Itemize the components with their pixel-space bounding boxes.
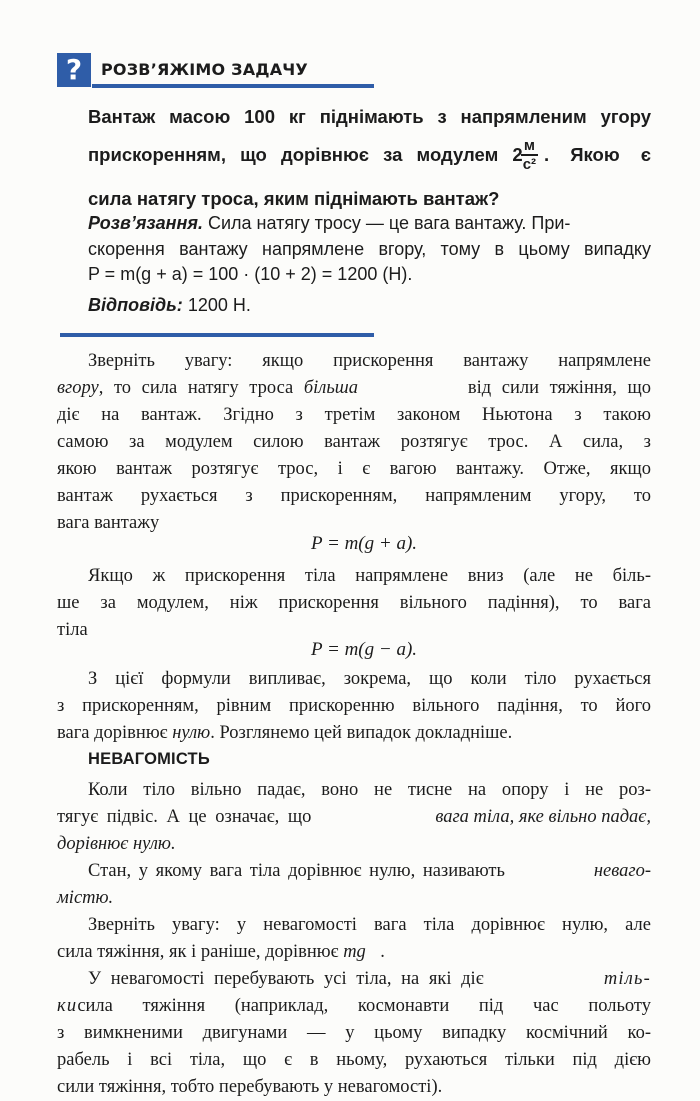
formula-downward: P = m(g − a). — [310, 639, 418, 660]
problem-line-3: сила натягу троса, яким піднімають вантаж? — [88, 188, 500, 209]
emph-vaha-tila: вага тіла, яке вільно падає, — [435, 807, 651, 827]
p5-line-1-a: Стан, у якому вага тіла дорівнює нулю, називають — [88, 861, 505, 881]
solution-label: Розв’язання. — [88, 213, 203, 233]
p1-line-2-b: , то сила натягу троса — [98, 378, 304, 398]
emph-tilky-1: тіль- — [603, 969, 651, 989]
emph-dorivnyuye-nulyu: дорівнює нулю. — [57, 834, 176, 854]
problem-line-1: Вантаж масою 100 кг піднімають з напрямленим угору — [88, 106, 651, 127]
fraction-numerator: м — [521, 137, 538, 156]
p7-line-2-b: сила тяжіння (наприклад, космонавти під час польоту — [77, 996, 651, 1016]
vector-mg: mg⃗ — [343, 942, 381, 962]
formula-upward: P = m(g + a). — [310, 533, 418, 554]
problem-line-2-text: прискоренням, що дорівнює за модулем 2 — [88, 144, 523, 165]
solution-text-1: Сила натягу тросу — це вага вантажу. При- — [202, 213, 571, 233]
p7-line-1-a: У невагомості перебувають усі тіла, на які діє — [88, 969, 484, 989]
emph-nevahomistyu-1: невагo- — [593, 861, 651, 881]
p3-line-1: З цієї формули випливає, зокрема, що коли тіло рухається — [88, 669, 651, 689]
question-badge-icon: ? — [57, 53, 91, 87]
p3-line-3-c: . Розглянемо цей випадок докладніше. — [210, 723, 513, 743]
p7-line-4: рабель і всі тіла, що є в ньому, рухаються тільки під дією — [57, 1050, 651, 1070]
answer-label: Відповідь: — [88, 295, 183, 315]
p1-line-2-d: від сили тяжіння, що — [467, 378, 651, 398]
p6-line-1: Зверніть увагу: у невагомості вага тіла дорівнює нулю, але — [88, 915, 651, 935]
acceleration-fraction — [521, 137, 538, 173]
p4-line-2 — [57, 804, 651, 831]
emph-nevahomistyu-2: містю. — [57, 888, 114, 908]
p4-line-1: Коли тіло вільно падає, воно не тисне на опору і не роз- — [88, 780, 651, 800]
p3-line-3-a: вага дорівнює — [57, 723, 173, 743]
p6-line-2-c: . — [380, 942, 385, 962]
emph-vhoru: вгору — [57, 378, 99, 398]
p1-line-2 — [57, 375, 651, 402]
section-divider — [60, 333, 374, 337]
solution-line-2: скорення вантажу напрямлене вгору, тому в цьому випадку — [88, 239, 651, 259]
solution-line-1 — [88, 211, 651, 236]
p1-line-4: самою за модулем силою вантаж розтягує трос. А сила, з — [57, 432, 651, 452]
problem-line-2-end: . Якою є — [543, 144, 651, 165]
header-underline — [92, 84, 374, 88]
p3-line-3 — [57, 720, 512, 747]
answer-value: 1200 Н. — [182, 295, 251, 315]
p1-line-3: діє на вантаж. Згідно з третім законом Ньютона з такою — [57, 405, 651, 425]
p1-line-7: вага вантажу — [57, 513, 160, 533]
p1-line-5: якою вантаж розтягує трос, і є вагою вантажу. Отже, якщо — [57, 459, 651, 479]
p4-line-3 — [57, 831, 176, 858]
fraction-denominator: с² — [522, 156, 537, 173]
p7-line-1 — [88, 966, 651, 993]
p5-line-2 — [57, 885, 113, 912]
p2-line-1: Якщо ж прискорення тіла напрямлене вниз (але не біль- — [88, 566, 651, 586]
p2-line-3: тіла — [57, 620, 88, 640]
p7-line-3: з вимкненими двигунами — у цьому випадку космічний ко- — [57, 1023, 651, 1043]
p7-line-2 — [57, 993, 651, 1020]
emph-tilky-2: ки — [57, 996, 78, 1016]
emph-bilsha: більша — [303, 378, 359, 398]
problem-line-2 — [88, 136, 651, 174]
p4-line-2-a: тягує підвіс. А це означає, що — [57, 807, 312, 827]
p6-line-2-a: сила тяжіння, як і раніше, дорівнює — [57, 942, 344, 962]
answer-line — [88, 293, 251, 318]
p1-line-1: Зверніть увагу: якщо прискорення вантажу напрямлене — [88, 351, 651, 371]
emph-nulyu: нулю — [172, 723, 211, 743]
p7-line-5: сили тяжіння, тобто перебувають у невагомості). — [57, 1077, 443, 1097]
section-heading: НЕВАГОМІСТЬ — [88, 750, 210, 768]
p2-line-2: ше за модулем, ніж прискорення вільного падіння), то вага — [57, 593, 651, 613]
solution-formula: P = m(g + a) = 100 · (10 + 2) = 1200 (Н). — [88, 264, 413, 284]
p1-line-6: вантаж рухається з прискоренням, напрямленим угору, то — [57, 486, 651, 506]
p6-line-2 — [57, 939, 385, 966]
task-title: РОЗВ’ЯЖІМО ЗАДАЧУ — [101, 60, 308, 79]
p3-line-2: з прискоренням, рівним прискоренню вільного падіння, то його — [57, 696, 651, 716]
p5-line-1 — [88, 858, 651, 885]
